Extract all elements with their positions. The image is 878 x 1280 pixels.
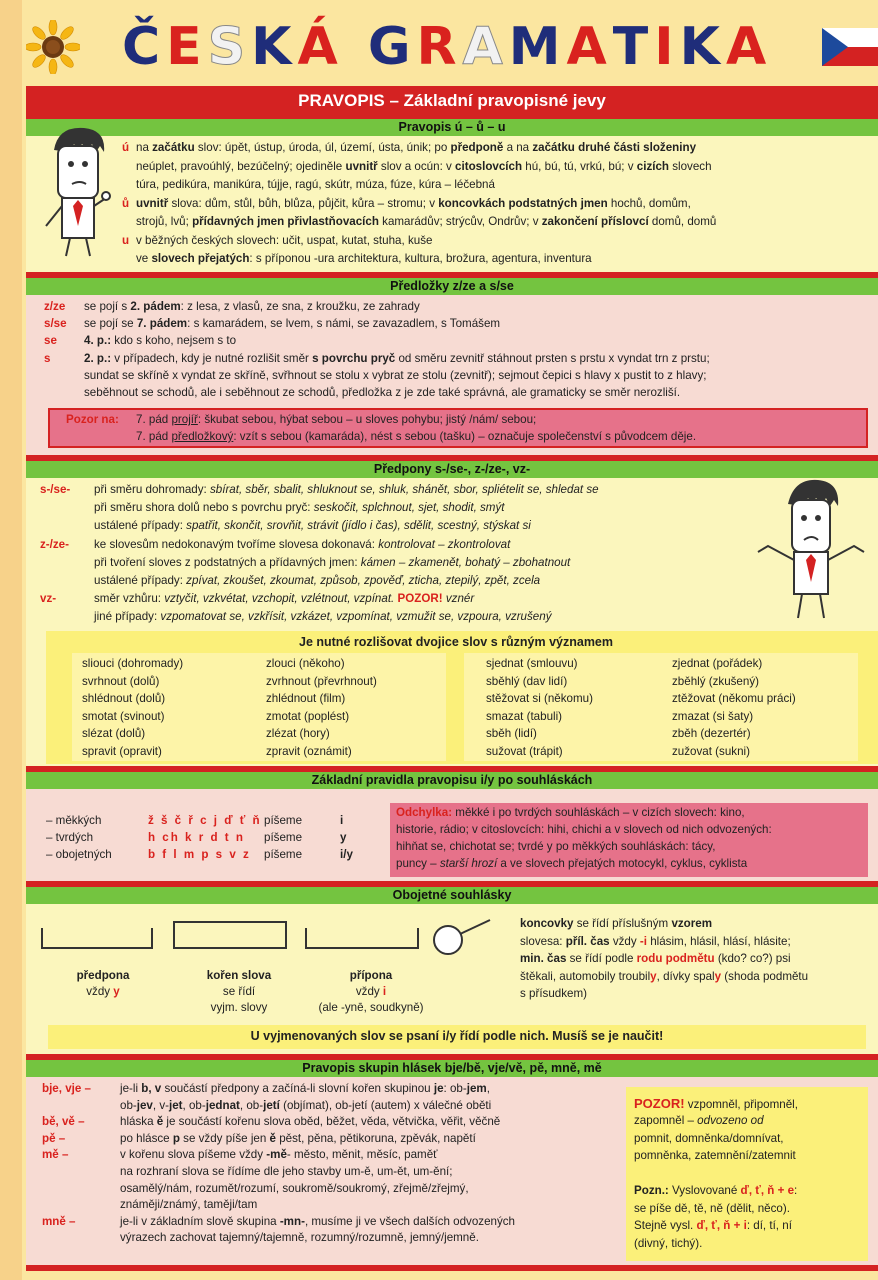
pairs-box (46, 631, 878, 764)
section-title: Pravopis ú – ů – u (26, 116, 878, 136)
rule-line: 2. p.: v případech, kdy je nutné rozlišit směr s povrchu pryč od směru zevnitř stáhnout prsten s prstu x vyndat trn z prstu; (84, 351, 710, 365)
side-note-line: POZOR! vzpomněl, připomněl, (634, 1096, 798, 1111)
section-title: Základní pravidla pravopisu i/y po souhláskách (26, 769, 878, 789)
rule-marker: s-/se- (40, 483, 71, 496)
pozor-line: 7. pád předložkový: vzít s sebou (kamaráda), nést s sebou (tašku) – označuje společenství s původcem děje. (136, 430, 697, 443)
title-letter: Č (122, 17, 167, 77)
side-note-line: zapomněl – odvozeno od (634, 1114, 764, 1127)
write-result: i/y (340, 848, 353, 861)
title-letter: I (654, 17, 680, 77)
rule-line: ve slovech přejatých: s příponou -ura architektura, kultura, brožura, agentura, inventura (136, 252, 592, 265)
side-note-line: Stejně vysl. ď, ť, ň + i: dí, tí, ní (634, 1219, 792, 1232)
write-result: y (340, 831, 347, 844)
rule-line: je-li b, v součástí předpony a začíná-li slovní kořen skupinou je: ob-jem, (120, 1082, 490, 1095)
word-pair-item: zmazat (si šaty) (672, 709, 754, 723)
title-letter: G (367, 17, 417, 77)
title-letter: K (679, 17, 726, 77)
word-pair-item: smotat (svinout) (82, 709, 165, 723)
rule-line: seběhnout se schodů, ale i seběhnout ze schodů, předložka z je zde také správná, ale gramaticky se směr nerozliší. (84, 386, 681, 399)
section-bje-groups (26, 1057, 878, 1265)
rule-line: v běžných českých slovech: učit, uspat, kutat, stuha, kuše (136, 233, 433, 247)
word-pair-item: sliouci (dohromady) (82, 657, 184, 670)
word-pair-item: zvrhnout (převrhnout) (266, 674, 377, 688)
side-note-line: pomnit, domněnka/domnívat, (634, 1131, 784, 1145)
odchylka-box (390, 803, 868, 877)
side-note-line: pomněnka, zatemnění/zatemnit (634, 1149, 796, 1162)
title-letter: M (508, 17, 567, 77)
rule-line: ustálené případy: spatřit, skončit, srovňit, strávit (jídlo i čas), sdělit, scestný, stýskat si (94, 519, 531, 533)
word-pair-item: zběhlý (zkušený) (672, 674, 759, 688)
rule-line: neúplet, pravoúhlý, bezúčelný; ojediněle uvnitř slov a ocún: v citoslovcích hú, bú, tú, vrkú, bú; v cizích slovech (136, 159, 712, 173)
section-prepositions (26, 275, 878, 455)
endings-line: min. čas se řídí podle rodu podmětu (kdo? co?) psi (520, 952, 791, 965)
rule-marker: ú (122, 141, 130, 154)
rule-line: 4. p.: kdo s koho, nejsem s to (84, 334, 237, 348)
rule-line: na začátku slov: úpět, ústup, úroda, úl, území, ústa, únik; po předponě a na začátku druhé části složeniny (136, 141, 697, 154)
rule-marker: bje, vje – (42, 1082, 91, 1095)
word-pair-item: zpravit (oznámit) (266, 744, 352, 758)
section-prefixes (26, 458, 878, 766)
diagram-part: kořen slova se řídí vyjm. slovy (206, 969, 272, 1014)
word-pair-item: sběh (lidí) (486, 727, 537, 740)
rule-line: ustálené případy: zpívat, zkoušet, zkoumat, způsob, zpověď, zticha, ztepilý, zpět, zcela (94, 574, 541, 587)
title-letter (344, 12, 368, 84)
title-letter: A (462, 17, 509, 77)
word-pair-item: zběh (dezertér) (672, 727, 751, 740)
rule-line: se pojí se 7. pádem: s kamarádem, se lvem, s námi, se zavazadlem, s Tomášem (84, 317, 501, 331)
notice-text: U vyjmenovaných slov se psaní i/y řídí podle nich. Musíš se je naučit! (250, 1029, 664, 1043)
rule-line: osamělý/nám, rozumět/rozumí, soukromě/soukromý, zřejmě/zřejmý, (120, 1181, 469, 1195)
rule-line: v kořenu slova píšeme vždy -mě- město, měnit, měsíc, paměť (120, 1148, 438, 1162)
rule-line: při směru shora dolů nebo s povrchu pryč: seskočit, splchnout, sjet, shodit, smýt (94, 501, 505, 515)
rule-marker: z/ze (44, 300, 66, 313)
pairs-title: Je nutné rozlišovat dvojice slov s různým významem (299, 635, 613, 649)
endings-line: slovesa: příl. čas vždy -i hlásim, hlásil, hlásí, hlásite; (520, 934, 791, 948)
rule-marker: vz- (40, 592, 57, 606)
pozor-label: Pozor na: (66, 413, 119, 426)
rule-marker: s (44, 351, 51, 365)
diagram-part: přípona vždy i (ale -ynē, soudkyně) (318, 969, 424, 1014)
write-result: i (340, 814, 344, 827)
rule-marker: u (122, 233, 130, 247)
consonant-letters: ž š č ř c j ď ť ň (148, 814, 262, 827)
title-letter: A (566, 17, 613, 77)
word-pair-item: stěžovat si (někomu) (486, 692, 593, 705)
rule-line: při směru dohromady: sbírat, sběr, sbalit, shluknout se, shluk, shánět, sbor, spliételit se, shledat se (94, 483, 599, 496)
word-pair-item: sjednat (smlouvu) (486, 657, 578, 670)
endings-line: s přísudkem) (520, 987, 588, 1000)
header (22, 0, 878, 88)
word-pair-item: slézat (dolů) (82, 727, 146, 740)
word-structure-diagram (40, 918, 510, 966)
side-note-line: Pozn.: Vyslovované ď, ť, ň + e: (634, 1184, 798, 1197)
rule-marker: se (44, 334, 57, 348)
rule-marker: s/se (44, 317, 67, 331)
write-verb: píšeme (264, 848, 303, 861)
consonant-letters: b f l m p s v z (148, 848, 251, 861)
side-note-line: se píše dě, tě, ně (dělit, něco). (634, 1201, 790, 1215)
rule-line: sundat se skříně x vyndat ze skříně, svřhnout se stolu x vybrat ze stolu (zevnitř); sejmout čepici s hlavy x pustit to z hlavy; (84, 368, 707, 382)
word-pair-item: spravit (opravit) (82, 744, 162, 758)
cartoon-boy-shrug-icon (752, 474, 870, 622)
section-title: Předpony s-/se-, z-/ze-, vz- (26, 458, 878, 478)
rule-line: na rozhraní slova se řídíme dle jeho stavby um-ě, um-ět, um-ění; (120, 1165, 453, 1178)
consonant-kind: – měkkých (46, 814, 102, 827)
odchylka-line: hihňat se, chichotat se; tvrdé y po měkkých souhláskách: tácy, (396, 840, 716, 853)
endings-line: koncovky se řídí příslušným vzorem (520, 917, 713, 930)
pozor-box (48, 408, 868, 448)
section-u-rules (26, 116, 878, 272)
cartoon-boy-icon (40, 122, 116, 262)
side-note-line: (divný, tichý). (634, 1236, 703, 1250)
rule-line: známěji/známý, taměji/tam (120, 1198, 258, 1212)
rule-line: uvnitř slova: dům, stůl, bůh, blůza, půjčit, kůra – stromu; v koncovkách podstatných jmen hochů, domům, (136, 196, 691, 210)
section-title: Předložky z/ze a s/se (26, 275, 878, 295)
rule-line: ob-jev, v-jet, ob-jednat, ob-jetí (objímat), ob-jetí (autem) x válečné oběti (120, 1098, 492, 1112)
rule-line: túra, pedikúra, manikúra, tújje, ragú, skútr, múza, fúze, kúra – léčebná (136, 178, 495, 191)
odchylka-line: Odchylka: měkké i po tvrdých souhláskách – v cizích slovech: kino, (396, 806, 745, 819)
rule-line: jiné případy: vzpomatovat se, vzkřísit, vzkázet, vzpomínat, vzmužit se, vzpoura, vzrušený (94, 610, 552, 624)
rule-marker: ů (122, 196, 130, 210)
odchylka-line: historie, rádio; v citoslovcích: hihi, chichi a v slovech od nich odvozených: (396, 823, 772, 836)
section-banner: PRAVOPIS – Základní pravopisné jevy (26, 86, 878, 116)
rule-line: je-li v základním slově skupina -mn-, musíme ji ve všech dalších odvozených (120, 1214, 516, 1228)
diagram-part: předpona vždy y (76, 969, 130, 998)
word-pair-item: smazat (tabuli) (486, 709, 563, 723)
title-letter: T (612, 17, 655, 77)
word-pair-item: sužovat (trápit) (486, 744, 563, 758)
rule-marker: z-/ze- (40, 537, 69, 551)
rule-line: hláska ě je součástí kořenu slova oběd, běžet, věda, větvička, věřit, věčně (120, 1115, 501, 1129)
word-pair-item: zjednat (pořádek) (672, 657, 763, 670)
write-verb: píšeme (264, 814, 303, 827)
title-letter: K (251, 17, 298, 77)
word-pair-item: zužovat (sukni) (672, 744, 750, 758)
rule-marker: bě, vě – (42, 1115, 85, 1129)
title-letter: E (166, 17, 208, 77)
rule-line: po hlásce p se vždy píše jen ě pěst, pěna, pětikoruna, zpěvák, napětí (120, 1131, 476, 1145)
title-letter: R (416, 17, 463, 77)
word-pair-item: zlouci (někoho) (266, 657, 345, 670)
rule-marker: mě – (42, 1148, 69, 1162)
word-pair-item: shlédnout (dolů) (82, 692, 166, 705)
page-title (122, 12, 782, 78)
section-title: Obojetné souhlásky (26, 884, 878, 904)
pozor-line: 7. pád projíř: škubat sebou, hýbat sebou – u sloves pohybu; jistý /nám/ sebou; (136, 413, 537, 426)
rule-line: se pojí s 2. pádem: z lesa, z vlasů, ze sna, z kroužku, ze zahrady (84, 300, 420, 313)
write-verb: píšeme (264, 831, 303, 844)
rule-line: směr vzhůru: vztyčit, vzkvétat, vzchopit, vzlétnout, vzpínat. POZOR! vznér (94, 592, 475, 606)
rule-line: při tvoření sloves z podstatných a přídavných jmen: kámen – zkamenět, bohatý – zbohatnout (94, 555, 571, 569)
word-pair-item: zmotat (poplést) (266, 709, 350, 723)
title-letter: S (207, 17, 252, 77)
section-ambiguous-consonants (26, 884, 878, 1054)
word-pair-item: zlézat (hory) (266, 727, 330, 740)
czech-flag-icon (822, 28, 878, 66)
word-pair-item: svrhnout (dolů) (82, 674, 160, 688)
endings-line: štěkali, automobily troubily, dívky spaly (shoda podmětu (520, 969, 809, 983)
rule-line: výrazech zachovat tajemný/tajemně, rozumný/rozumně, jemný/jemně. (120, 1231, 479, 1245)
rule-marker: mně – (42, 1214, 76, 1228)
notice-box (48, 1025, 866, 1049)
word-pair-item: zhlédnout (film) (266, 692, 346, 705)
title-letter: Á (297, 17, 344, 77)
title-letter: A (725, 17, 773, 77)
rule-marker: pě – (42, 1131, 66, 1145)
word-pair-item: sběhlý (dav lidí) (486, 674, 568, 688)
word-pair-item: ztěžovat (někomu práci) (672, 692, 796, 705)
consonant-letters: h ch k r d t n (148, 831, 245, 844)
consonant-kind: – tvrdých (46, 831, 94, 844)
side-note-box (626, 1087, 868, 1261)
odchylka-line: puncy – starší hrozí a ve slovech přejatých motocykl, cyklus, cyklista (396, 857, 748, 870)
consonant-kind: – obojetných (46, 848, 112, 861)
section-iy-rules (26, 769, 878, 881)
section-title: Pravopis skupin hlásek bje/bě, vje/vě, pě, mně, mě (26, 1057, 878, 1077)
rule-line: ke slovesům nedokonavým tvoříme slovesa dokonavá: kontrolovat – zkontrolovat (94, 537, 511, 551)
sunflower-icon (26, 20, 80, 74)
rule-line: strojů, lvů; přídavných jmen přivlastňovacích kamarádův; strýcův, Ondrův; v zakončení příslovcí domů, domů (136, 215, 717, 228)
